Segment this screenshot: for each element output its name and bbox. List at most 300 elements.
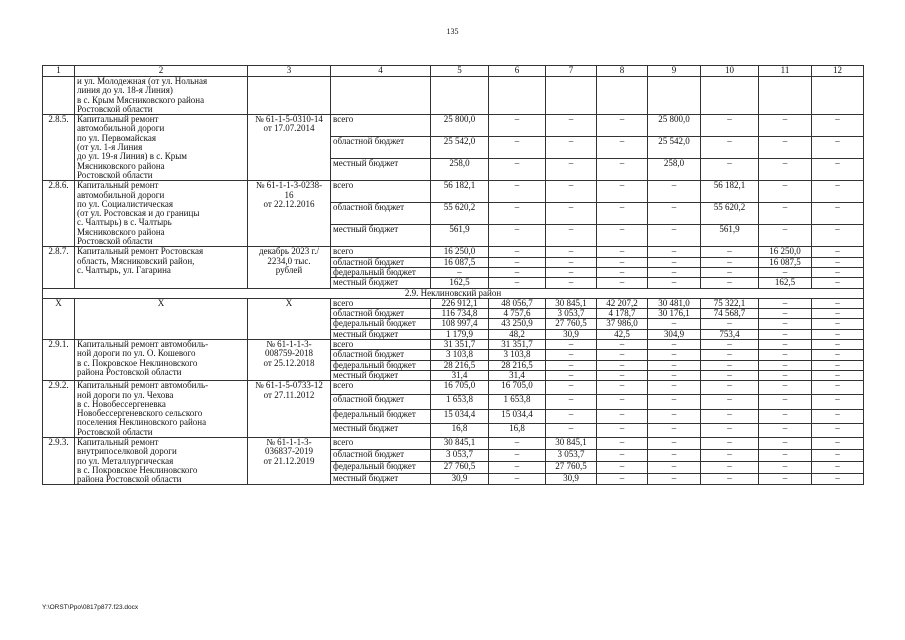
value-cell: – — [597, 350, 648, 360]
value-cell: 3 053,7 — [546, 309, 597, 319]
text-line: рублей — [275, 264, 303, 275]
text-line: Ростовской области — [77, 169, 153, 180]
value-cell: – — [701, 319, 759, 329]
value-cell: – — [546, 278, 597, 288]
text-line: района Ростовской области — [77, 474, 182, 485]
value-cell: 16,8 — [489, 423, 546, 437]
document-cell — [248, 77, 331, 115]
funding-source-label: областной бюджет — [331, 203, 431, 225]
value-cell: – — [759, 409, 812, 423]
value-cell: – — [648, 181, 701, 203]
value-cell: 162,5 — [431, 278, 489, 288]
value-cell: – — [546, 115, 597, 137]
funding-source-label: местный бюджет — [331, 159, 431, 181]
value-cell: – — [597, 370, 648, 380]
value-cell: – — [812, 437, 864, 449]
value-cell: 15 034,4 — [431, 409, 489, 423]
value-cell: – — [546, 137, 597, 159]
value-cell: – — [812, 423, 864, 437]
text-line: Новобессергеневского сельского — [77, 408, 203, 419]
document-cell — [248, 340, 331, 381]
value-cell — [759, 77, 812, 115]
table-row — [43, 181, 864, 203]
object-name-cell — [75, 437, 248, 484]
object-name-cell — [75, 181, 248, 247]
value-cell: – — [597, 449, 648, 461]
summary-x-cell: Х — [75, 298, 248, 339]
value-cell: 42 207,2 — [597, 298, 648, 308]
value-cell: – — [701, 473, 759, 485]
table-row — [43, 437, 864, 449]
text-line: Ростовской области — [77, 236, 153, 247]
value-cell: 226 912,1 — [431, 298, 489, 308]
value-cell: 30 481,0 — [648, 298, 701, 308]
text-line: в с. Новобессергеневка — [77, 398, 166, 409]
value-cell: – — [597, 340, 648, 350]
text-line: Капитальный ремонт автомобиль- — [77, 380, 209, 391]
value-cell: – — [546, 370, 597, 380]
value-cell: 31,4 — [431, 370, 489, 380]
value-cell: – — [648, 461, 701, 473]
column-header: 8 — [597, 66, 648, 77]
value-cell: – — [546, 395, 597, 409]
value-cell: – — [546, 203, 597, 225]
funding-source-label: федеральный бюджет — [331, 319, 431, 329]
object-name-cell — [75, 77, 248, 115]
value-cell: 25 800,0 — [648, 115, 701, 137]
value-cell: – — [812, 350, 864, 360]
value-cell: – — [759, 203, 812, 225]
value-cell: 27 760,5 — [546, 319, 597, 329]
value-cell: – — [546, 409, 597, 423]
value-cell: – — [812, 340, 864, 350]
value-cell: – — [648, 437, 701, 449]
text-line: от 17.07.2014 — [263, 123, 315, 134]
value-cell: – — [597, 437, 648, 449]
value-cell: – — [812, 370, 864, 380]
value-cell: 30 845,1 — [546, 437, 597, 449]
value-cell: – — [546, 350, 597, 360]
value-cell: 30 845,1 — [546, 298, 597, 308]
funding-source-label: местный бюджет — [331, 473, 431, 485]
text-line: от 21.12.2019 — [263, 455, 315, 466]
row-number-cell: 2.9.1. — [43, 340, 75, 381]
value-cell: – — [597, 473, 648, 485]
document-cell — [248, 247, 331, 288]
value-cell: 43 250,9 — [489, 319, 546, 329]
value-cell: 30 845,1 — [431, 437, 489, 449]
value-cell: – — [812, 409, 864, 423]
value-cell: – — [701, 409, 759, 423]
value-cell: – — [759, 350, 812, 360]
text-line: района Ростовской области — [77, 366, 182, 377]
value-cell: 30,9 — [431, 473, 489, 485]
value-cell: 31,4 — [489, 370, 546, 380]
value-cell: – — [759, 340, 812, 350]
value-cell: – — [812, 181, 864, 203]
value-cell: – — [701, 278, 759, 288]
value-cell: 25 542,0 — [648, 137, 701, 159]
text-line: Капитальный ремонт — [77, 114, 159, 125]
funding-source-label: федеральный бюджет — [331, 409, 431, 423]
value-cell: 16,8 — [431, 423, 489, 437]
value-cell: – — [812, 395, 864, 409]
value-cell: 56 182,1 — [431, 181, 489, 203]
value-cell: – — [489, 159, 546, 181]
value-cell: 74 568,7 — [701, 309, 759, 319]
table-body — [43, 66, 864, 485]
budget-table — [42, 65, 864, 485]
value-cell — [431, 77, 489, 115]
value-cell: – — [701, 381, 759, 395]
value-cell: – — [546, 257, 597, 267]
value-cell: 258,0 — [431, 159, 489, 181]
text-line: и ул. Молодежная (от ул. Нольная — [77, 76, 208, 86]
text-line: в с. Покровское Неклиновского — [77, 464, 198, 475]
value-cell: – — [648, 319, 701, 329]
value-cell: – — [489, 278, 546, 288]
column-header: 6 — [489, 66, 546, 77]
value-cell: 27 760,5 — [431, 461, 489, 473]
funding-source-label: всего — [331, 247, 431, 257]
value-cell: – — [701, 267, 759, 277]
value-cell: – — [701, 159, 759, 181]
value-cell: – — [597, 381, 648, 395]
value-cell: – — [648, 423, 701, 437]
text-line: автомобильной дороги — [77, 189, 165, 200]
footer-file-path: Y:\ORST\Ppo\0817p877.f23.docx — [42, 604, 139, 611]
value-cell: 56 182,1 — [701, 181, 759, 203]
text-line: 008759-2018 — [265, 348, 313, 359]
value-cell: – — [648, 370, 701, 380]
value-cell: – — [812, 203, 864, 225]
value-cell: – — [489, 461, 546, 473]
value-cell: 3 103,8 — [431, 350, 489, 360]
object-name-cell — [75, 340, 248, 381]
value-cell: – — [759, 309, 812, 319]
value-cell: – — [812, 247, 864, 257]
object-name-cell — [75, 381, 248, 438]
value-cell: 304,9 — [648, 329, 701, 339]
funding-source-label: местный бюджет — [331, 329, 431, 339]
funding-source-label: местный бюджет — [331, 225, 431, 247]
row-number-cell: 2.8.7. — [43, 247, 75, 288]
text-line: № 61-1-5-0733-12 — [255, 380, 323, 391]
value-cell: – — [759, 298, 812, 308]
funding-source-label: областной бюджет — [331, 309, 431, 319]
value-cell: 37 986,0 — [597, 319, 648, 329]
value-cell: – — [648, 360, 701, 370]
value-cell: – — [597, 278, 648, 288]
text-line: Капитальный ремонт — [77, 180, 159, 191]
text-line: (от ул. 1-я Линия — [77, 142, 143, 153]
text-line: Капитальный ремонт Ростовская — [77, 246, 204, 257]
document-cell — [248, 115, 331, 181]
value-cell: – — [546, 340, 597, 350]
value-cell: – — [812, 319, 864, 329]
value-cell: – — [489, 437, 546, 449]
row-number-cell: 2.9.2. — [43, 381, 75, 438]
text-line: в с. Покровское Неклиновского — [77, 357, 198, 368]
text-line: по ул. Первомайская — [77, 132, 156, 143]
value-cell: 16 087,5 — [431, 257, 489, 267]
text-line: ной дороги по ул. Чехова — [77, 389, 174, 400]
value-cell: – — [701, 137, 759, 159]
value-cell: – — [648, 449, 701, 461]
value-cell: 31 351,7 — [489, 340, 546, 350]
value-cell: – — [546, 360, 597, 370]
value-cell — [597, 77, 648, 115]
text-line: с. Чалтырь) в с. Чалтырь — [77, 217, 172, 228]
table-row — [43, 115, 864, 137]
value-cell: – — [701, 115, 759, 137]
column-header: 2 — [75, 66, 248, 77]
value-cell: – — [597, 267, 648, 277]
column-header: 1 — [43, 66, 75, 77]
value-cell: 3 103,8 — [489, 350, 546, 360]
value-cell: – — [489, 449, 546, 461]
value-cell: – — [812, 278, 864, 288]
text-line: с. Чалтырь, ул. Гагарина — [77, 264, 171, 275]
funding-source-label: федеральный бюджет — [331, 461, 431, 473]
value-cell: – — [597, 247, 648, 257]
value-cell: – — [546, 247, 597, 257]
value-cell: – — [759, 115, 812, 137]
value-cell: – — [431, 267, 489, 277]
value-cell: 4 178,7 — [597, 309, 648, 319]
value-cell: 753,4 — [701, 329, 759, 339]
value-cell: 258,0 — [648, 159, 701, 181]
value-cell: – — [489, 247, 546, 257]
funding-source-label: всего — [331, 115, 431, 137]
summary-x-cell: Х — [248, 298, 331, 339]
value-cell: – — [701, 340, 759, 350]
value-cell: – — [701, 370, 759, 380]
value-cell: 30,9 — [546, 329, 597, 339]
value-cell: 3 053,7 — [546, 449, 597, 461]
funding-source-label: всего — [331, 437, 431, 449]
value-cell: – — [489, 203, 546, 225]
value-cell: – — [812, 115, 864, 137]
value-cell: – — [759, 437, 812, 449]
value-cell: 1 179,9 — [431, 329, 489, 339]
funding-source-label: областной бюджет — [331, 449, 431, 461]
value-cell: – — [597, 115, 648, 137]
text-line: автомобильной дороги — [77, 123, 165, 134]
value-cell: – — [701, 461, 759, 473]
value-cell: 1 653,8 — [489, 395, 546, 409]
value-cell: 16 250,0 — [431, 247, 489, 257]
funding-source-label: всего — [331, 298, 431, 308]
text-line: 16 — [284, 189, 294, 200]
value-cell: – — [812, 257, 864, 267]
funding-source-label: областной бюджет — [331, 395, 431, 409]
row-number-cell: 2.8.5. — [43, 115, 75, 181]
value-cell: – — [546, 423, 597, 437]
document-cell — [248, 437, 331, 484]
value-cell: – — [759, 225, 812, 247]
value-cell: – — [597, 137, 648, 159]
text-line: по ул. Социалистическая — [77, 198, 174, 209]
value-cell: – — [489, 181, 546, 203]
value-cell: – — [489, 137, 546, 159]
value-cell: 30,9 — [546, 473, 597, 485]
value-cell: – — [701, 423, 759, 437]
value-cell: 16 705,0 — [489, 381, 546, 395]
value-cell: – — [597, 257, 648, 267]
text-line: № 61-1-5-0310-14 — [255, 114, 323, 125]
value-cell: – — [648, 473, 701, 485]
value-cell: 162,5 — [759, 278, 812, 288]
value-cell: – — [759, 461, 812, 473]
column-header-row — [43, 66, 864, 77]
funding-source-label: местный бюджет — [331, 278, 431, 288]
text-line: Капитальный ремонт автомобиль- — [77, 339, 209, 350]
text-line: область, Мясниковский район, — [77, 255, 195, 266]
text-line: по ул. Металлургическая — [77, 455, 174, 466]
text-line: № 61-1-1-3- — [266, 437, 312, 447]
value-cell: – — [489, 473, 546, 485]
column-header: 11 — [759, 66, 812, 77]
value-cell: – — [701, 449, 759, 461]
value-cell: – — [648, 340, 701, 350]
value-cell: 25 800,0 — [431, 115, 489, 137]
value-cell: – — [812, 449, 864, 461]
value-cell — [701, 77, 759, 115]
text-line: до ул. 19-я Линия) в с. Крым — [77, 151, 187, 162]
value-cell: – — [759, 395, 812, 409]
funding-source-label: местный бюджет — [331, 370, 431, 380]
value-cell: – — [812, 298, 864, 308]
object-name-cell — [75, 247, 248, 288]
row-number-cell: 2.8.6. — [43, 181, 75, 247]
value-cell: – — [812, 267, 864, 277]
value-cell: – — [597, 159, 648, 181]
value-cell: – — [812, 225, 864, 247]
value-cell: – — [546, 225, 597, 247]
value-cell: – — [546, 159, 597, 181]
value-cell: – — [648, 267, 701, 277]
text-line: линия до ул. 18-я Линия) — [77, 85, 173, 96]
value-cell: – — [812, 360, 864, 370]
text-line: 2234,0 тыс. — [267, 255, 311, 266]
value-cell: – — [759, 360, 812, 370]
column-header: 5 — [431, 66, 489, 77]
text-line: от 25.12.2018 — [263, 357, 315, 368]
summary-row — [43, 298, 864, 308]
value-cell — [489, 77, 546, 115]
value-cell: – — [648, 203, 701, 225]
column-header: 4 — [331, 66, 431, 77]
value-cell: 561,9 — [431, 225, 489, 247]
value-cell: 27 760,5 — [546, 461, 597, 473]
row-number-cell — [43, 77, 75, 115]
value-cell: – — [597, 181, 648, 203]
value-cell: 75 322,1 — [701, 298, 759, 308]
table-row — [43, 247, 864, 257]
value-cell: 25 542,0 — [431, 137, 489, 159]
document-cell — [248, 381, 331, 438]
table-row — [43, 77, 864, 115]
value-cell: 48 056,7 — [489, 298, 546, 308]
value-cell: 16 087,5 — [759, 257, 812, 267]
value-cell: 3 053,7 — [431, 449, 489, 461]
text-line: внутрипоселковой дороги — [77, 446, 177, 457]
text-line: от 22.12.2016 — [263, 198, 315, 209]
value-cell: 28 216,5 — [431, 360, 489, 370]
value-cell: – — [759, 449, 812, 461]
column-header: 12 — [812, 66, 864, 77]
document-cell — [248, 181, 331, 247]
value-cell: – — [597, 203, 648, 225]
value-cell: – — [546, 267, 597, 277]
value-cell: – — [812, 329, 864, 339]
value-cell: 55 620,2 — [701, 203, 759, 225]
column-header: 10 — [701, 66, 759, 77]
value-cell: – — [759, 267, 812, 277]
value-cell: – — [648, 350, 701, 360]
value-cell: 16 705,0 — [431, 381, 489, 395]
value-cell: – — [597, 395, 648, 409]
value-cell: – — [701, 350, 759, 360]
value-cell: – — [759, 329, 812, 339]
section-row — [43, 288, 864, 298]
value-cell: 4 757,6 — [489, 309, 546, 319]
page-number: 135 — [446, 27, 459, 36]
value-cell: – — [597, 225, 648, 247]
text-line: ной дороги по ул. О. Кошевого — [77, 348, 196, 359]
value-cell: – — [648, 278, 701, 288]
text-line: от 27.11.2012 — [263, 389, 315, 400]
text-line: поселения Неклиновского района — [77, 417, 207, 428]
text-line: Мясниковского района — [77, 160, 165, 171]
value-cell: – — [812, 137, 864, 159]
funding-source-label: областной бюджет — [331, 257, 431, 267]
value-cell: – — [597, 409, 648, 423]
value-cell: – — [648, 409, 701, 423]
value-cell: – — [759, 159, 812, 181]
value-cell: – — [759, 381, 812, 395]
value-cell: – — [701, 247, 759, 257]
value-cell: 15 034,4 — [489, 409, 546, 423]
value-cell: – — [648, 247, 701, 257]
text-line: № 61-1-1-3-0238- — [255, 180, 323, 191]
value-cell: 561,9 — [701, 225, 759, 247]
value-cell: – — [759, 181, 812, 203]
value-cell: 48,2 — [489, 329, 546, 339]
row-number-cell: 2.9.3. — [43, 437, 75, 484]
value-cell: 1 653,8 — [431, 395, 489, 409]
funding-source-label: федеральный бюджет — [331, 267, 431, 277]
object-name-cell — [75, 115, 248, 181]
value-cell: – — [701, 257, 759, 267]
value-cell: 108 997,4 — [431, 319, 489, 329]
text-line: в с. Крым Мясниковского района — [77, 94, 205, 105]
value-cell — [648, 77, 701, 115]
value-cell: 28 216,5 — [489, 360, 546, 370]
value-cell: – — [489, 115, 546, 137]
value-cell: – — [597, 461, 648, 473]
value-cell: – — [812, 381, 864, 395]
value-cell: – — [597, 360, 648, 370]
value-cell: – — [701, 437, 759, 449]
value-cell: – — [546, 181, 597, 203]
value-cell: – — [648, 381, 701, 395]
value-cell: 30 176,1 — [648, 309, 701, 319]
table-row — [43, 340, 864, 350]
value-cell: 55 620,2 — [431, 203, 489, 225]
value-cell: – — [759, 319, 812, 329]
